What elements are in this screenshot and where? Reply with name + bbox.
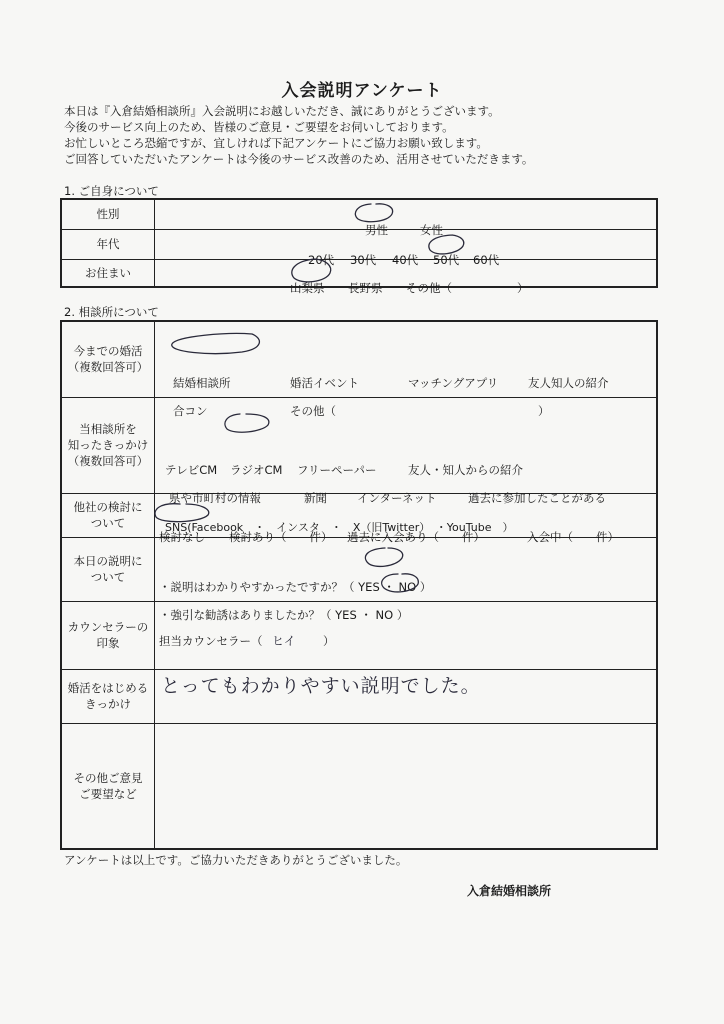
intro-line-1: 本日は『入倉結婚相談所』入会説明にお越しいただき、誠にありがとうございます。 [64,104,500,118]
counselor-label: 担当カウンセラー（ [159,634,263,648]
counselor-impression-text[interactable]: とってもわかりやすい説明でした。 [161,675,481,697]
option-other[interactable]: その他（ [290,404,336,419]
option-konkatsu-event[interactable]: 婚活イベント [290,376,359,391]
q3-label-line2: ついて [90,516,126,530]
age-label: 年代 [61,229,155,259]
residence-label: お住まい [61,259,155,287]
q7-label-line2: ご要望など [79,786,137,801]
section1-heading: 1. ご自身について [64,184,159,198]
option-other-close: ） [517,280,529,295]
option-tv-cm[interactable]: テレビCM [165,463,218,477]
q2-label-line2: 知ったきっかけ [67,438,149,452]
option-considered[interactable]: 検討あり（ 件） [229,530,333,544]
gender-label: 性別 [61,199,155,229]
option-past-participation[interactable]: 過去に参加したことがある [468,491,606,505]
option-female[interactable]: 女性 [420,223,443,238]
intro-line-4: ご回答していただいたアンケートは今後のサービス改善のため、活用させていただきます。 [64,152,534,166]
option-20s[interactable]: 20代 [308,253,335,267]
q7-answer-field[interactable] [155,723,658,849]
intro-line-3: お忙しいところ恐縮ですが、宜しければ下記アンケートにご協力お願い致します。 [64,136,488,150]
option-internet[interactable]: インターネット [357,491,437,505]
q5-label [61,601,155,669]
survey-title: 入会説明アンケート [281,81,443,101]
section2-table [60,320,658,850]
q3-label-line1: 他社の検討に [73,500,143,514]
q2-label [61,397,155,493]
q4-label-line1: 本日の説明に [73,554,143,568]
option-marriage-agency[interactable]: 結婚相談所 [173,376,231,391]
footer-message: アンケートは以上です。ご協力いただきありがとうございました。 [64,853,408,867]
q4-pushy-question[interactable]: ・強引な勧誘はありましたか？（ YES ・ NO ） [159,608,409,622]
option-goukon[interactable]: 合コン [173,404,208,419]
option-radio-cm[interactable]: ラジオCM [230,463,283,477]
section1-table [60,198,658,295]
option-nagano[interactable]: 長野県 [348,280,383,295]
option-60s[interactable]: 60代 [473,253,500,267]
option-male[interactable]: 男性 [365,223,388,238]
option-friend-intro[interactable]: 友人知人の紹介 [528,376,609,391]
option-past-member[interactable]: 過去に入会あり（ 件） [347,530,485,544]
q4-clarity-question[interactable]: ・説明はわかりやすかったですか？（ YES ・ NO ） [159,580,432,594]
counselor-name[interactable]: ヒイ [272,634,296,648]
q3-label [61,493,155,537]
counselor-close: ） [323,634,335,648]
option-30s[interactable]: 30代 [350,253,377,267]
option-no-consideration[interactable]: 検討なし [159,530,205,544]
option-matching-app[interactable]: マッチングアプリ [408,376,499,391]
option-current-member[interactable]: 入会中（ 件） [527,530,619,544]
option-free-paper[interactable]: フリーペーパー [297,463,377,477]
q1-label-line1: 今までの婚活 [73,344,143,359]
option-yamanashi[interactable]: 山梨県 [290,280,325,295]
option-newspaper[interactable]: 新聞 [304,491,327,505]
q7-label [61,723,155,849]
q1-label [61,321,155,397]
option-40s[interactable]: 40代 [392,253,419,267]
q5-label-line1: カウンセラーの [67,620,149,634]
option-friend-referral[interactable]: 友人・知人からの紹介 [408,463,523,477]
q4-label-line2: ついて [90,570,126,584]
q1-label-line2: （複数回答可） [67,360,149,375]
q7-label-line1: その他ご意見 [73,770,143,785]
q6-label [61,669,155,723]
q6-label-line1: 婚活をはじめる [67,681,149,695]
section2-heading: 2. 相談所について [64,305,159,319]
q5-label-line2: 印象 [96,636,120,650]
option-municipal-info[interactable]: 県や市町村の情報 [169,491,261,505]
option-50s[interactable]: 50代 [433,253,460,267]
option-other[interactable]: その他（ [406,280,452,295]
q6-label-line2: きっかけ [85,697,131,711]
q4-label [61,537,155,601]
intro-line-2: 今後のサービス向上のため、皆様のご意見・ご要望をお伺いしております。 [64,120,454,134]
agency-signature: 入倉結婚相談所 [467,884,552,898]
option-sns[interactable]: SNS(Facebook ・ インスタ ・ X（旧Twitter） ・YouTube ） [165,521,514,534]
option-other-close: ） [538,404,550,419]
q2-label-line1: 当相談所を [79,422,137,436]
q2-label-line3: （複数回答可） [67,454,149,468]
